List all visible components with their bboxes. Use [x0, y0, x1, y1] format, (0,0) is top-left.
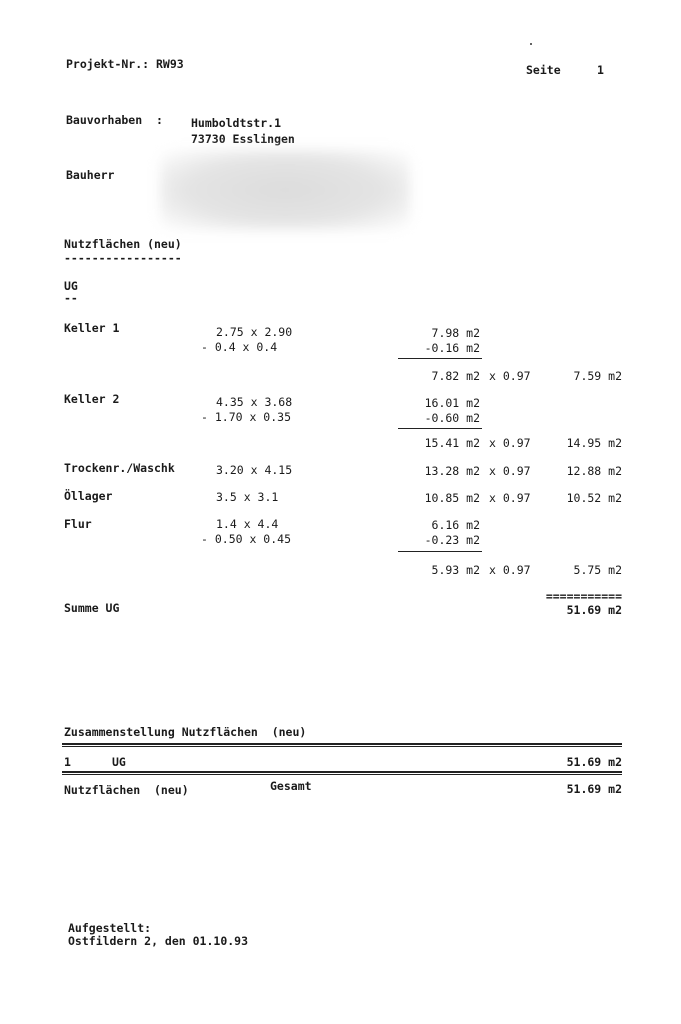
project-number: Projekt-Nr.: RW93 [66, 57, 184, 71]
subtotal-rule [398, 428, 482, 429]
room-calc-line-1: 4.35 x 3.68 [216, 395, 293, 409]
room-calc-line-1: 3.20 x 4.15 [216, 463, 293, 477]
address-line-2: 73730 Esslingen [191, 132, 295, 146]
bauvorhaben-label: Bauvorhaben : [66, 113, 163, 127]
section-title-underline: ----------------- [64, 251, 182, 265]
summary-row-number: 1 [64, 755, 71, 769]
room-value-1: 7.98 m2 [431, 326, 480, 340]
room-result: 7.59 m2 [573, 369, 622, 383]
room-subtotal: 5.93 m2 [431, 563, 480, 577]
summary-mid-rule-2 [62, 774, 622, 775]
summary-top-rule [62, 743, 622, 745]
summary-mid-rule [62, 771, 622, 773]
summary-top-rule-2 [62, 746, 622, 747]
room-value-1: 6.16 m2 [431, 518, 480, 532]
room-factor: x 0.97 [489, 563, 531, 577]
room-name: Keller 2 [64, 392, 120, 406]
room-subtotal: 15.41 m2 [424, 436, 480, 450]
room-result: 10.52 m2 [566, 491, 622, 505]
section-sub-underline: -- [64, 291, 78, 305]
room-name: Trockenr./Waschk [64, 461, 175, 475]
room-calc-line-2: - 0.50 x 0.45 [201, 532, 292, 546]
summary-title: Zusammenstellung Nutzflächen (neu) [64, 725, 307, 739]
room-subtotal: 7.82 m2 [431, 369, 480, 383]
room-calc-line-1: 1.4 x 4.4 [216, 517, 279, 531]
summary-total-label: Nutzflächen (neu) [64, 783, 189, 797]
summary-row-value: 51.69 m2 [566, 755, 622, 769]
page-number: 1 [597, 63, 604, 77]
section-sub-ug: UG [64, 279, 78, 293]
sum-label: Summe UG [64, 601, 120, 615]
summary-row-name: UG [112, 755, 126, 769]
speck-mark [530, 43, 532, 45]
room-result: 14.95 m2 [566, 436, 622, 450]
section-title: Nutzflächen (neu) [64, 237, 182, 251]
room-factor: x 0.97 [489, 491, 531, 505]
room-factor: x 0.97 [489, 436, 531, 450]
subtotal-rule [398, 358, 482, 359]
footer-aufgestellt: Aufgestellt: [68, 921, 152, 935]
address-line-1: Humboldtstr.1 [191, 116, 282, 130]
room-value-2: -0.23 m2 [424, 533, 480, 547]
room-value-1: 13.28 m2 [424, 464, 480, 478]
room-calc-line-2: - 1.70 x 0.35 [201, 410, 292, 424]
room-name: Öllager [64, 489, 113, 503]
room-name: Flur [64, 517, 92, 531]
room-calc-line-1: 2.75 x 2.90 [216, 325, 293, 339]
room-value-1: 16.01 m2 [424, 396, 480, 410]
room-factor: x 0.97 [489, 464, 531, 478]
sum-double-line: =========== [545, 589, 622, 603]
room-calc-line-1: 3.5 x 3.1 [216, 490, 279, 504]
bauherr-label: Bauherr [66, 168, 115, 182]
summary-total-mid: Gesamt [270, 779, 312, 793]
room-factor: x 0.97 [489, 369, 531, 383]
room-value-2: -0.16 m2 [424, 341, 480, 355]
page-label: Seite [526, 63, 561, 77]
room-result: 5.75 m2 [573, 563, 622, 577]
room-value-2: -0.60 m2 [424, 411, 480, 425]
room-result: 12.88 m2 [566, 464, 622, 478]
sum-value: 51.69 m2 [566, 603, 622, 617]
redacted-bauherr-block [160, 150, 410, 230]
subtotal-rule [398, 551, 482, 552]
footer-place-date: Ostfildern 2, den 01.10.93 [68, 934, 249, 948]
summary-total-value: 51.69 m2 [566, 782, 622, 796]
room-calc-line-2: - 0.4 x 0.4 [201, 340, 278, 354]
room-name: Keller 1 [64, 321, 120, 335]
room-value-1: 10.85 m2 [424, 491, 480, 505]
